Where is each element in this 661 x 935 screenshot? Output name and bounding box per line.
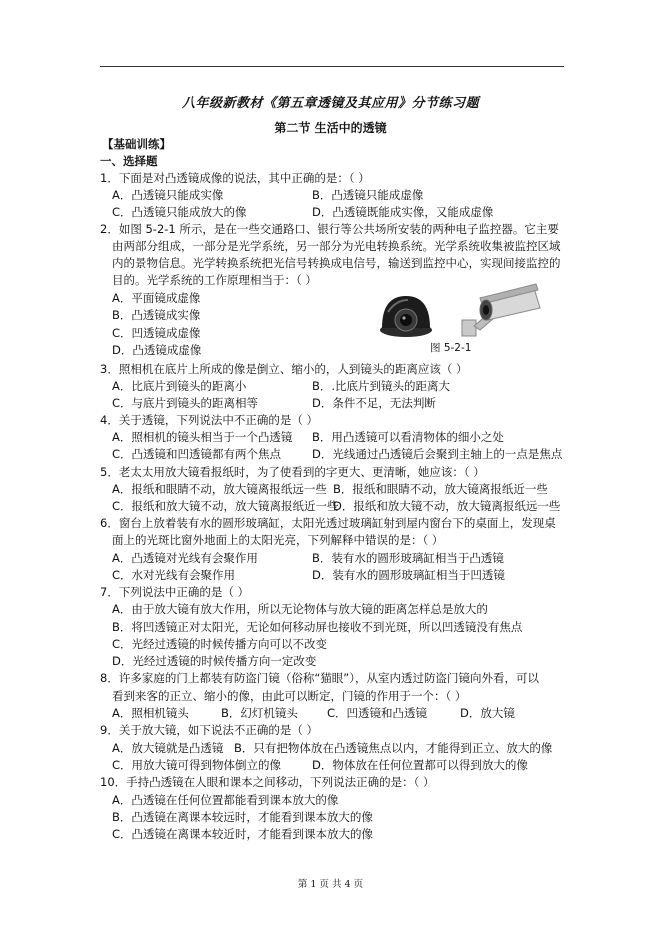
q2-option-b: B．凸透镜成实像	[112, 308, 201, 322]
q7-option-b: B．将凹透镜正对太阳光，无论如何移动屏也接收不到光斑，所以凹透镜没有焦点	[112, 620, 523, 634]
q8-option-d: D．放大镜	[460, 706, 515, 720]
document-title: 八年级新教材《第五章透镜及其应用》分节练习题	[181, 96, 479, 111]
q2-option-c: C．凹透镜成虚像	[112, 326, 201, 340]
q2-option-d: D．凸透镜成虚像	[112, 343, 202, 357]
q9-option-b: B．只有把物体放在凸透镜焦点以内，才能得到正立、放大的像	[234, 741, 553, 755]
q3-option-c: C．与底片到镜头的距离相等	[112, 396, 259, 410]
q10-option-b: B．凸透镜在离课本较远时，才能看到课本放大的像	[112, 810, 373, 824]
q1-option-a: A．凸透镜只能成实像	[112, 188, 224, 202]
q6-line-1: 6．窗台上放着装有水的圆形玻璃缸，太阳光透过玻璃缸射到屋内窗台下的桌面上，发现桌	[100, 516, 556, 530]
q7-stem: 7．下列说法中正确的是（ ）	[100, 585, 249, 599]
q5-option-a: A．报纸和眼睛不动，放大镜离报纸远一些	[112, 482, 327, 496]
section-subtitle: 第二节 生活中的透镜	[274, 121, 387, 135]
q4-option-d: D．光线通过凸透镜后会聚到主轴上的一点是焦点	[312, 447, 563, 461]
q5-option-c: C．报纸和放大镜不动，放大镜离报纸近一些	[112, 499, 339, 513]
header-rule	[100, 66, 564, 67]
q8-line-2: 看到来客的正立、缩小的像，由此可以断定，门镜的作用于一个：（ ）	[112, 689, 467, 703]
q2-line-3: 内的景物信息。光学转换系统把光信号转换成电信号，输送到监控中心，实现间接监控的	[112, 256, 561, 270]
q6-option-b: B．装有水的圆形玻璃缸相当于凸透镜	[312, 551, 504, 565]
q10-stem: 10．手持凸透镜在人眼和课本之间移动，下列说法正确的是：（ ）	[100, 775, 435, 789]
q9-option-d: D．物体放在任何位置都可以得到放大的像	[312, 758, 528, 772]
training-heading: 【基础训练】	[102, 137, 171, 151]
q10-option-a: A．凸透镜在任何位置都能看到课本放大的像	[112, 793, 339, 807]
q8-option-b: B．幻灯机镜头	[221, 706, 298, 720]
q4-stem: 4．关于透镜，下列说法中不正确的是（ ）	[100, 413, 318, 427]
q4-option-c: C．凸透镜和凹透镜都有两个焦点	[112, 447, 282, 461]
q8-option-c: C．凹透镜和凸透镜	[327, 706, 428, 720]
q4-option-a: A．照相机的镜头相当于一个凸透镜	[112, 430, 293, 444]
q3-stem: 3．照相机在底片上所成的像是倒立、缩小的，人到镜头的距离应该（ ）	[100, 362, 468, 376]
bullet-camera-image	[460, 280, 544, 338]
q2-line-1: 2．如图 5-2-1 所示，是在一些交通路口、银行等公共场所安装的两种电子监控器。它主要	[100, 222, 559, 236]
q8-line-1: 8．许多家庭的门上都装有防盗门镜（俗称“猫眼”），从室内透过防盗门镜向外看，可以	[100, 671, 539, 685]
q7-option-d: D．光经过透镜的时候传播方向一定改变	[112, 654, 317, 668]
q10-option-c: C．凸透镜在离课本较近时，才能看到课本放大的像	[112, 827, 374, 841]
page-footer: 第 1 页 共 4 页	[297, 879, 364, 890]
q1-option-d: D．凸透镜既能成实像，又能成虚像	[312, 205, 494, 219]
part-heading: 一、选择题	[100, 154, 158, 168]
q7-option-c: C．光经过透镜的时候传播方向可以不改变	[112, 637, 328, 651]
q5-option-d: D．报纸和放大镜不动，放大镜离报纸远一些	[333, 499, 561, 513]
q8-option-a: A．照相机镜头	[112, 706, 189, 720]
q1-option-c: C．凸透镜只能成放大的像	[112, 205, 247, 219]
q9-option-a: A．放大镜就是凸透镜	[112, 741, 224, 755]
q1-option-b: B．凸透镜只能成虚像	[312, 188, 424, 202]
q5-stem: 5．老太太用放大镜看报纸时，为了使看到的字更大、更清晰，她应该：（ ）	[100, 465, 485, 479]
q6-option-d: D．装有水的圆形玻璃缸相当于凹透镜	[312, 568, 505, 582]
dome-camera-image	[378, 290, 434, 340]
q3-option-b: B．.比底片到镜头的距离大	[312, 379, 451, 393]
q2-line-2: 由两部分组成，一部分是光学系统，另一部分为光电转换系统。光学系统收集被监控区域	[112, 239, 561, 253]
q1-stem: 1．下面是对凸透镜成像的说法，其中正确的是：（ ）	[100, 171, 370, 185]
q2-line-4: 目的。光学系统的工作原理相当于：（ ）	[112, 273, 317, 287]
q4-option-b: B．用凸透镜可以看清物体的细小之处	[312, 430, 504, 444]
q5-option-b: B．报纸和眼睛不动，放大镜离报纸近一些	[333, 482, 548, 496]
q6-option-c: C．水对光线有会聚作用	[112, 568, 236, 582]
q3-option-d: D．条件不足，无法判断	[312, 396, 436, 410]
q9-option-c: C．用放大镜可得到物体倒立的像	[112, 758, 282, 772]
q2-option-a: A．平面镜成虚像	[112, 291, 201, 305]
q7-option-a: A．由于放大镜有放大作用，所以无论物体与放大镜的距离怎样总是放大的	[112, 602, 488, 616]
figure-caption: 图 5-2-1	[430, 342, 472, 354]
q6-option-a: A．凸透镜对光线有会聚作用	[112, 551, 258, 565]
q6-line-2: 面上的光斑比窗外地面上的太阳光亮，下列解释中错误的是：（ ）	[112, 533, 444, 547]
q9-stem: 9．关于放大镜，如下说法不正确的是（ ）	[100, 723, 318, 737]
q3-option-a: A．比底片到镜头的距离小	[112, 379, 247, 393]
